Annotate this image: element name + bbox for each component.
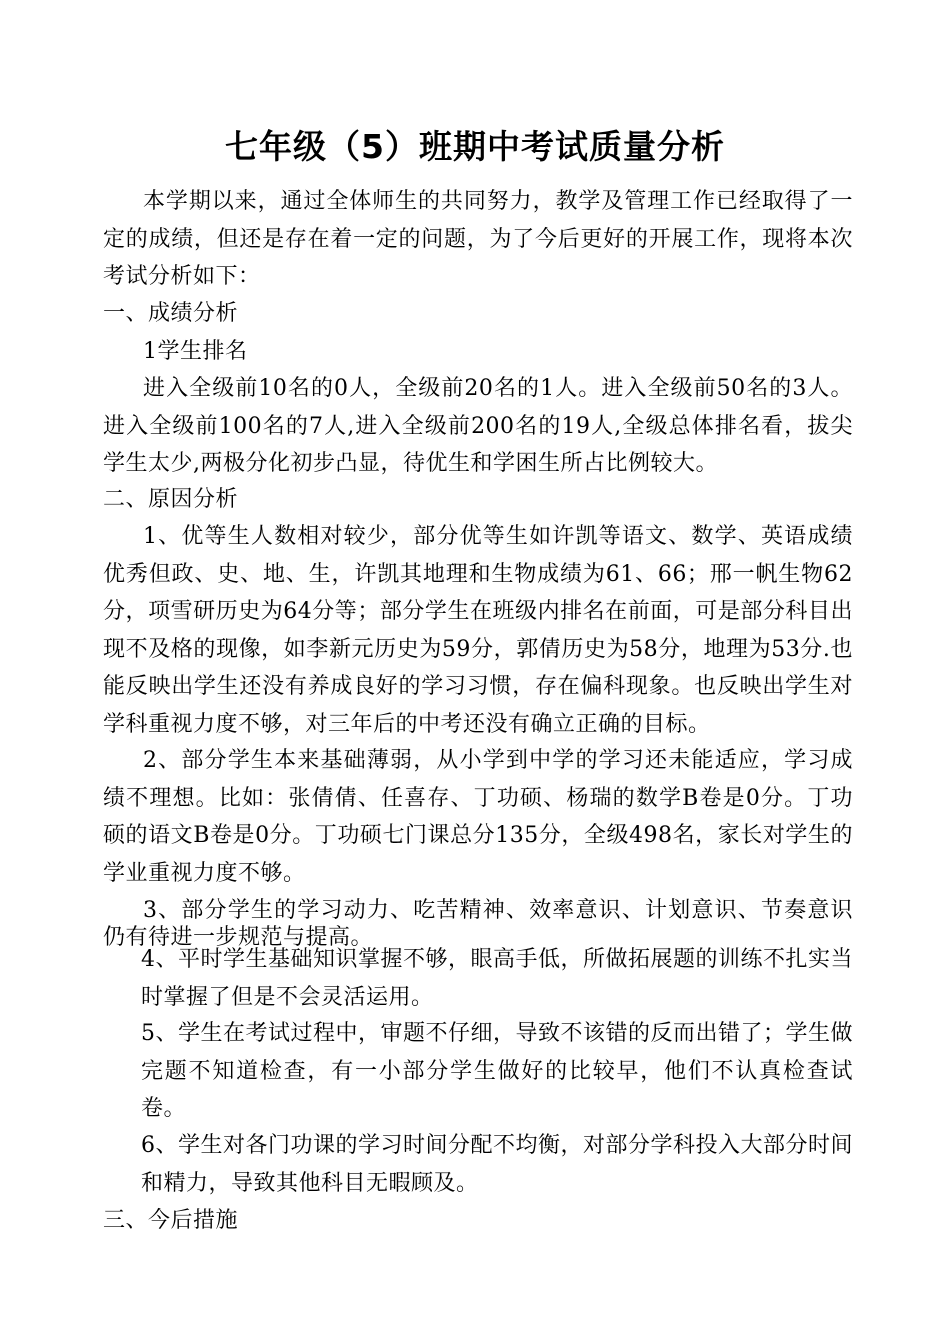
subheading-student-ranking: 1学生排名 <box>143 339 248 364</box>
intro-paragraph: 本学期以来，通过全体师生的共同努力，教学及管理工作已经取得了一定的成绩，但还是存在着一定的问题，为了今后更好的开展工作，现将本次考试分析如下： <box>103 189 853 289</box>
cause-paragraph-2: 2、部分学生本来基础薄弱，从小学到中学的学习还未能适应，学习成绩不理想。比如：张倩倩、任喜存、丁功硕、杨瑞的数学B卷是0分。丁功硕的语文B卷是0分。丁功硕七门课总分135分，全级498名，家长对学生的学业重视力度不够。 <box>103 748 853 886</box>
cause-paragraph-5: 5、学生在考试过程中，审题不仔细，导致不该错的反而出错了；学生做完题不知道检查，有一小部分学生做好的比较早，他们不认真检查试卷。 <box>141 1021 853 1121</box>
cause-paragraph-4: 4、平时学生基础知识掌握不够，眼高手低，所做拓展题的训练不扎实当时掌握了但是不会灵活运用。 <box>141 947 853 1010</box>
document-title: 七年级（5）班期中考试质量分析 <box>225 127 725 166</box>
ranking-paragraph: 进入全级前10名的0人，全级前20名的1人。进入全级前50名的3人。进入全级前100名的7人,进入全级前200名的19人,全级总体排名看，拔尖学生太少,两极分化初步凸显，待优生和学困生所占比例较大。 <box>103 376 853 476</box>
cause-paragraph-3: 3、部分学生的学习动力、吃苦精神、效率意识、计划意识、节奏意识仍有待进一步规范与提高。 <box>103 898 853 950</box>
section-heading-future-measures: 三、今后措施 <box>103 1208 239 1233</box>
cause-paragraph-1: 1、优等生人数相对较少，部分优等生如许凯等语文、数学、英语成绩优秀但政、史、地、生，许凯其地理和生物成绩为61、66；邢一帆生物62分，项雪研历史为64分等；部分学生在班级内排名在前面，可是部分科目出现不及格的现像，如李新元历史为59分，郭倩历史为58分，地理为53分.也能反映出学生还没有养成良好的学习习惯，存在偏科现象。也反映出学生对学科重视力度不够，对三年后的中考还没有确立正确的目标。 <box>103 524 853 737</box>
cause-paragraph-6: 6、学生对各门功课的学习时间分配不均衡，对部分学科投入大部分时间和精力，导致其他科目无暇顾及。 <box>141 1133 853 1196</box>
section-heading-cause-analysis: 二、原因分析 <box>103 487 239 512</box>
section-heading-score-analysis: 一、成绩分析 <box>103 301 239 326</box>
